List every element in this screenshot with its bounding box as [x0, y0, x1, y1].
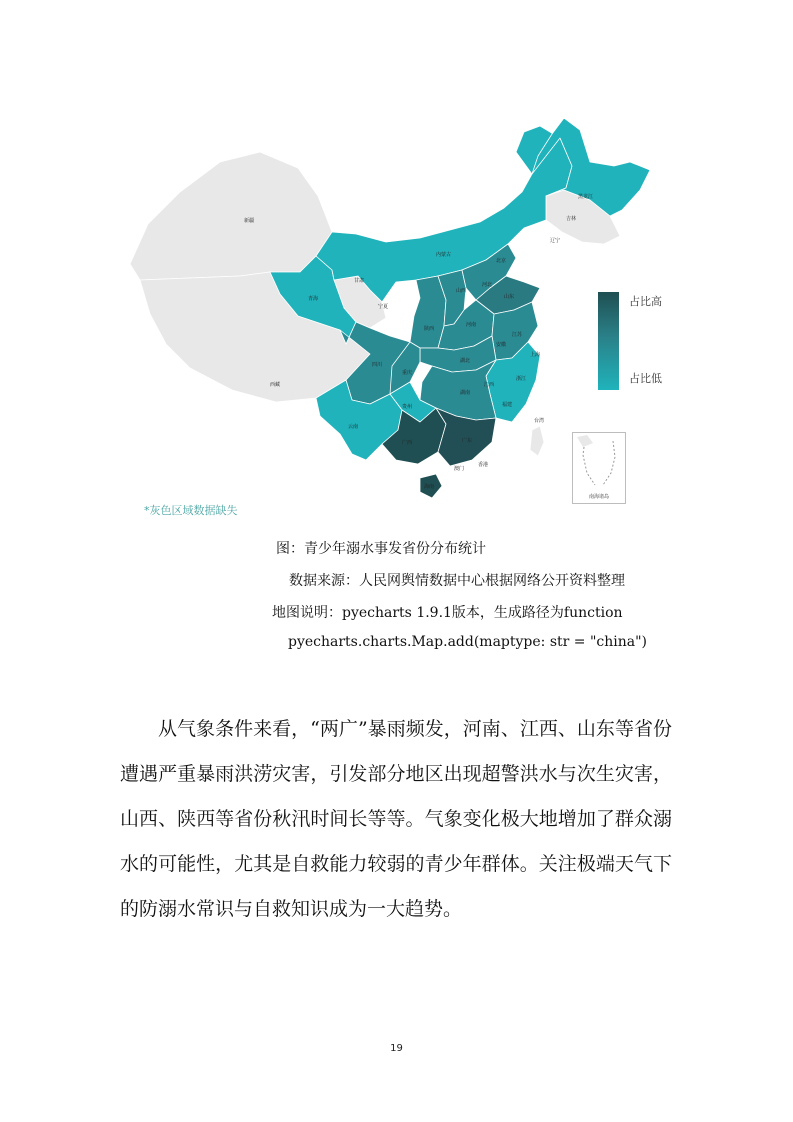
label-shandong: 山东 — [504, 294, 515, 300]
label-hubei: 湖北 — [460, 358, 471, 364]
label-taiwan: 台湾 — [534, 418, 545, 424]
label-hunan: 湖南 — [460, 390, 471, 396]
label-guangdong: 广东 — [462, 438, 473, 444]
label-shaanxi: 陕西 — [424, 326, 435, 332]
label-xinjiang: 新疆 — [244, 218, 255, 224]
legend-gradient-bar — [598, 292, 619, 390]
label-ningxia: 宁夏 — [378, 304, 389, 310]
label-qinghai: 青海 — [308, 296, 319, 302]
label-yunnan: 云南 — [348, 424, 359, 430]
map-legend — [598, 292, 668, 392]
label-guizhou: 贵州 — [402, 404, 413, 410]
label-xizang: 西藏 — [270, 382, 281, 388]
figure-caption-title: 图：青少年溺水事发省份分布统计 — [276, 541, 486, 557]
label-guangxi: 广西 — [402, 440, 413, 446]
figure-caption-note-line2: pyecharts.charts.Map.add(maptype: str = "china") — [288, 634, 648, 650]
label-hebei: 河北 — [482, 282, 493, 288]
label-henan: 河南 — [466, 322, 477, 328]
label-gansu: 甘肃 — [354, 278, 365, 284]
figure-caption-source: 数据来源：人民网舆情数据中心根据网络公开资料整理 — [289, 573, 625, 589]
label-xianggang: 香港 — [478, 462, 489, 468]
label-fujian: 福建 — [502, 402, 513, 408]
missing-data-note: *灰色区域数据缺失 — [144, 504, 238, 517]
legend-low-label: 占比低 — [629, 372, 662, 385]
label-hainan: 海南 — [424, 484, 435, 490]
page-number: 19 — [390, 1043, 403, 1054]
body-paragraph: 从气象条件来看，“两广”暴雨频发，河南、江西、山东等省份遭遇严重暴雨洪涝灾害，引发部分地区出现超警洪水与次生灾害，山西、陕西等省份秋汛时间长等等。气象变化极大地增加了群众溺水的可能性，尤其是自救能力较弱的青少年群体。关注极端天气下的防溺水常识与自救知识成为一大趋势。 — [120, 718, 672, 920]
label-jiangxi: 江西 — [484, 382, 495, 388]
china-map-figure — [120, 104, 665, 524]
south-china-sea-inset — [572, 432, 626, 504]
legend-high-label: 占比高 — [629, 295, 662, 308]
inset-label: 南海诸岛 — [588, 494, 609, 500]
label-heilongjiang: 黑龙江 — [578, 194, 594, 200]
label-sichuan: 四川 — [372, 362, 383, 368]
label-beijing: 北京 — [496, 258, 507, 264]
label-jiangsu: 江苏 — [512, 332, 523, 338]
label-aomen: 澳门 — [454, 466, 465, 472]
figure-caption-note-line1: 地图说明：pyecharts 1.9.1版本，生成路径为function — [272, 605, 623, 621]
label-jilin: 吉林 — [566, 216, 577, 222]
label-chongqing: 重庆 — [402, 370, 413, 376]
label-shanghai: 上海 — [530, 352, 541, 358]
label-neimenggu: 内蒙古 — [436, 252, 452, 258]
label-zhejiang: 浙江 — [516, 376, 527, 382]
label-liaoning: 辽宁 — [550, 238, 561, 244]
label-shanxi: 山西 — [456, 288, 467, 294]
label-anhui: 安徽 — [496, 342, 507, 348]
